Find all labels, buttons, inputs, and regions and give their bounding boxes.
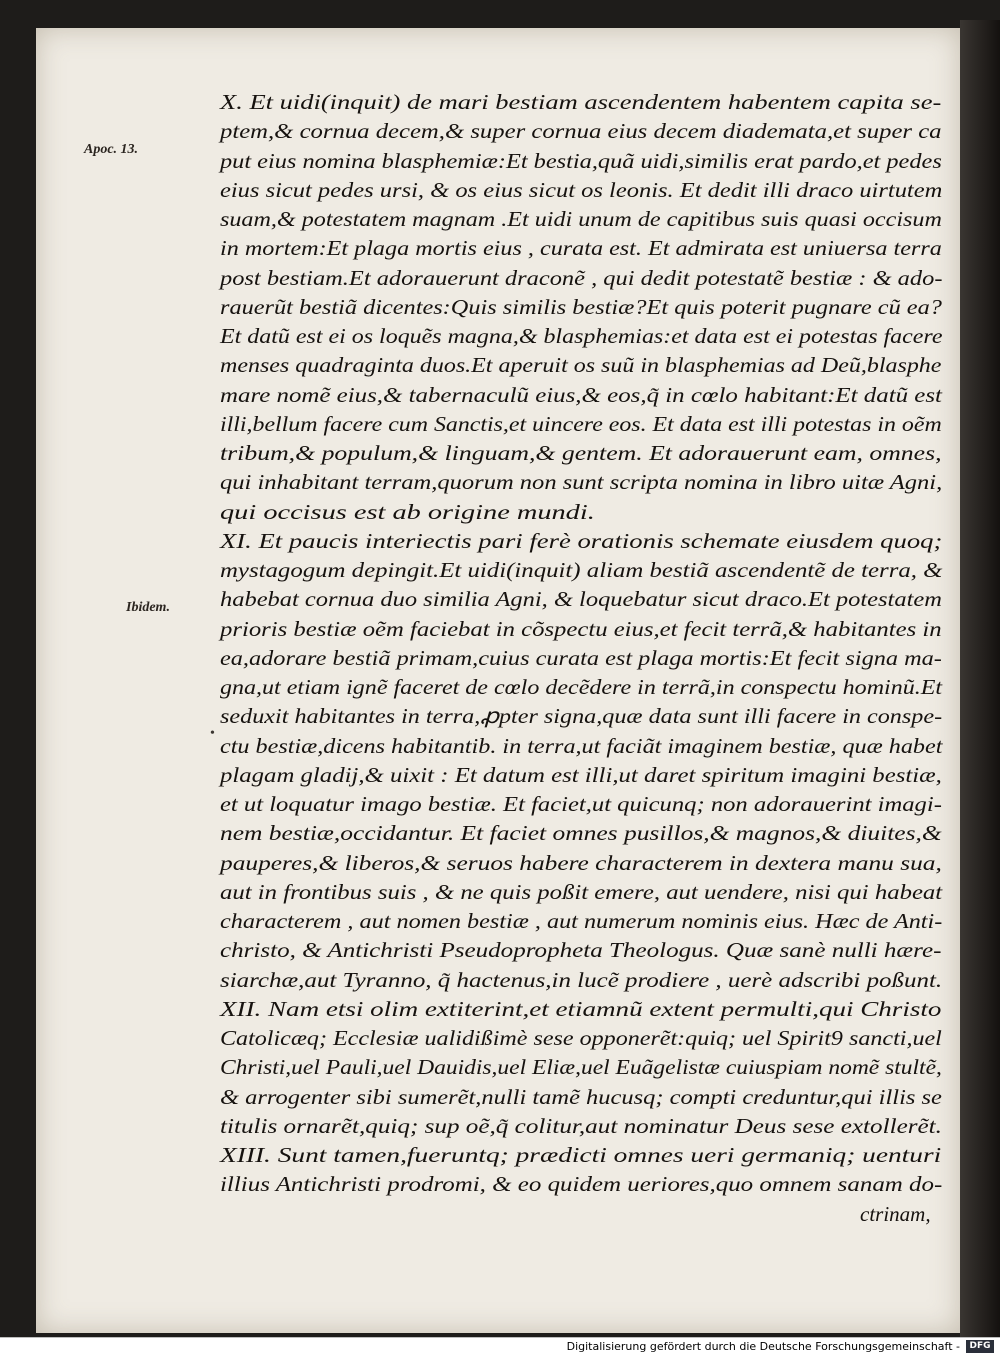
text-line: tribum,& populum,& linguam,& gentem. Et adorauerunt eam, omnes, [220,441,942,465]
text-line: put eius nomina blasphemiæ:Et bestia,quã uidi,similis erat pardo,et pedes [220,148,942,173]
text-line: aut in frontibus suis , & ne quis poßit emere, aut uendere, nisi qui habeat [220,879,943,904]
text-line: XII. Nam etsi olim extiterint,et etiamnũ extent permulti,qui Christo [220,996,942,1021]
text-line: ctu bestiæ,dicens habitantib. in terra,ut faciãt imaginem bestiæ, quæ habet [220,733,943,758]
text-line: XI. Et paucis interiectis pari ferè orationis schemate eiusdem quoq; [220,528,943,553]
text-line: X. Et uidi(inquit) de mari bestiam ascendentem habentem capita se- [220,90,942,114]
dfg-logo: DFG [966,1340,994,1353]
text-line: qui inhabitant terram,quorum non sunt scripta nomina in libro uitæ Agni, [220,470,943,495]
text-line: gna,ut etiam ignẽ faceret de cœlo decẽdere in terrã,in conspectu hominũ.Et [220,675,943,699]
text-line: seduxit habitantes in terra,ꝓpter signa,quæ data sunt illi facere in conspe- [220,704,943,729]
footer-credit: Digitalisierung gefördert durch die Deutsche Forschungsgemeinschaft - [566,1340,960,1353]
footer-bar [0,1337,1000,1357]
text-line: Christi,uel Pauli,uel Dauidis,uel Eliæ,uel Euãgelistæ cuiuspiam nomẽ stultẽ, [220,1055,942,1080]
text-line: christo, & Antichristi Pseudopropheta Theologus. Quæ sanè nulli hære- [220,938,942,963]
text-line: illius Antichristi prodromi, & eo quidem ueriores,quo omnem sanam do- [220,1172,943,1197]
text-line: eius sicut pedes ursi, & os eius sicut os leonis. Et dedit illi draco uirtutem [220,177,943,202]
book-edge [960,20,1000,1338]
text-line: et ut loquatur imago bestiæ. Et faciet,ut quicunq; non adorauerint imagi- [220,792,942,816]
text-line: Et datũ est ei os loquẽs magna,& blasphemias:et data est ei potestas facere [220,324,943,348]
text-line: ctrinam, [860,1201,931,1226]
text-line: habebat cornua duo similia Agni, & loquebatur sicut draco.Et potestatem [220,587,942,612]
text-line: pauperes,& liberos,& seruos habere characterem in dextera manu sua, [220,850,942,875]
text-line: mare nomẽ eius,& tabernaculũ eius,& eos,q̃ in cœlo habitant:Et datũ est [220,382,942,407]
text-line: plagam gladij,& uixit : Et datum est illi,ut daret spiritum imagini bestiæ, [220,762,942,787]
text-line: post bestiam.Et adorauerunt draconẽ , qui dedit potestatẽ bestiæ : & ado- [220,265,943,290]
text-line: XIII. Sunt tamen,fueruntq; prædicti omnes ueri germaniq; uenturi [220,1143,942,1167]
margin-note-ibidem: Ibidem. [126,600,170,615]
text-line: qui occisus est ab origine mundi. [220,499,595,524]
text-line: & arrogenter sibi sumerẽt,nulli tamẽ hucusq; compti creduntur,qui illis se [220,1084,942,1109]
margin-mark: • [210,726,215,741]
text-line: Catolicæq; Ecclesiæ ualidißimè sese opponerẽt:quiq; uel Spirit9 sancti,uel [220,1026,942,1050]
text-line: in mortem:Et plaga mortis eius , curata est. Et admirata est uniuersa terra [220,236,942,261]
text-line: characterem , aut nomen bestiæ , aut numerum nominis eius. Hæc de Anti- [220,909,943,933]
text-line: mystagogum depingit.Et uidi(inquit) aliam bestiã ascendentẽ de terra, & [220,558,943,582]
text-line: ea,adorare bestiã primam,cuius curata est plaga mortis:Et fecit signa ma- [220,645,942,670]
text-line: siarchæ,aut Tyranno, q̃ hactenus,in lucẽ prodiere , uerè adscribi poßunt. [220,967,943,992]
text-line: ptem,& cornua decem,& super cornua eius decem diademata,et super ca [220,119,942,144]
text-line: rauerũt bestiã dicentes:Quis similis bestiæ?Et quis poterit pugnare cũ ea? [220,294,942,319]
text-line: titulis ornarẽt,quiq; sup oẽ,q̃ colitur,aut nominatur Deus sese extollerẽt. [220,1113,942,1138]
text-line: illi,bellum facere cum Sanctis,et uincere eos. Et data est illi potestas in oẽm [220,411,942,436]
text-line: nem bestiæ,occidantur. Et faciet omnes pusillos,& magnos,& diuites,& [220,821,942,846]
text-line: menses quadraginta duos.Et aperuit os suũ in blasphemias ad Deũ,blasphe [220,353,942,378]
text-line: prioris bestiæ oẽm faciebat in cõspectu eius,et fecit terrã,& habitantes in [220,616,942,641]
text-line: suam,& potestatem magnam .Et uidi unum de capitibus suis quasi occisum [220,207,942,231]
margin-note-apoc: Apoc. 13. [84,142,139,157]
